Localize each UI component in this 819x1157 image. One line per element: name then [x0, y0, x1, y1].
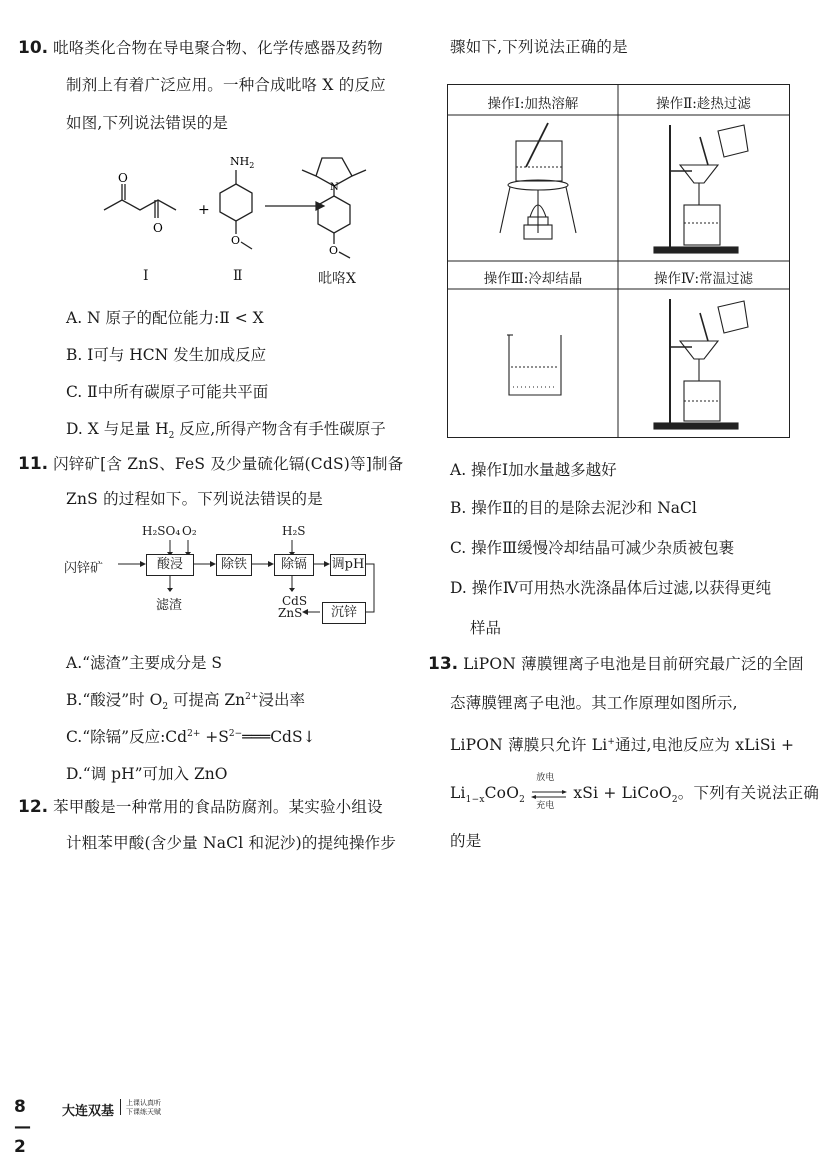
q11-line1: 11. 闪锌矿[含 ZnS、FeS 及少量硫化镉(CdS)等]制备	[18, 454, 404, 474]
compound-I-o1: O	[118, 171, 128, 185]
heating-apparatus-drawing	[488, 121, 588, 257]
q11-option-d: D.“调 pH”可加入 ZnO	[66, 765, 228, 783]
page-number: 8—2	[14, 1097, 31, 1157]
compound-II-nh2: $NH_2$	[230, 155, 255, 170]
q12-option-d: D. 操作Ⅳ可用热水洗涤晶体后过滤,以获得更纯	[450, 579, 772, 597]
label-I: Ⅰ	[143, 268, 149, 284]
q10-option-c: C. Ⅱ中所有碳原子可能共平面	[66, 383, 269, 401]
q10-line3: 如图,下列说法错误的是	[66, 114, 229, 132]
flow-output-cds: CdS	[282, 594, 308, 608]
compound-I	[104, 184, 176, 218]
equilibrium-arrow: 放电 充电	[530, 786, 568, 802]
flow-box-remove-cd: 除镉	[274, 554, 314, 576]
cell-op3-title: 操作Ⅲ:冷却结晶	[483, 271, 583, 287]
flow-reagent-h2so4: H₂SO₄	[142, 524, 181, 538]
compound-X-o: O	[329, 244, 339, 257]
room-temp-filtration-drawing	[648, 295, 768, 433]
q13-line5: 的是	[450, 832, 482, 850]
flow-box-adjust-ph: 调pH	[330, 554, 366, 576]
cell-op1-title: 操作Ⅰ:加热溶解	[487, 96, 579, 112]
compound-X-n: N	[330, 182, 339, 193]
q10-option-a: A. N 原子的配位能力:Ⅱ < X	[66, 309, 264, 327]
q12-operation-table	[447, 84, 790, 438]
footer-divider	[120, 1099, 121, 1115]
q12-option-a: A. 操作Ⅰ加水量越多越好	[450, 461, 617, 479]
q13-line3: LiPON 薄膜只允许 Li+通过,电池反应为 xLiSi +	[450, 736, 795, 755]
compound-X	[302, 158, 366, 258]
flow-box-remove-iron: 除铁	[216, 554, 252, 576]
q10-line2: 制剂上有着广泛应用。一种合成吡咯 X 的反应	[66, 76, 386, 94]
q11-option-a: A.“滤渣”主要成分是 S	[66, 654, 223, 672]
flow-output-residue: 滤渣	[156, 598, 183, 613]
q12-option-d-cont: 样品	[470, 619, 502, 637]
label-II: Ⅱ	[233, 268, 243, 284]
flow-output-zns: ZnS	[278, 606, 303, 620]
q12-line1: 12. 苯甲酸是一种常用的食品防腐剂。某实验小组设	[18, 797, 383, 817]
q12-number: 12.	[18, 797, 49, 817]
flow-reagent-o2: O₂	[182, 524, 197, 538]
slogan-line1: 上课认真听	[126, 1099, 161, 1107]
label-X: 吡咯X	[318, 271, 356, 287]
q11-option-c: C.“除镉”反应$:Cd^{2+}$ $+S^{2-}═══CdS↓$	[66, 728, 316, 746]
q13-equation: $Li_{1-x}CoO_2$ 放电 充电 xSi + LiCoO$_2$。下列有关说法正确	[450, 773, 819, 811]
q10-number: 10.	[18, 38, 49, 58]
flow-start: 闪锌矿	[64, 561, 104, 576]
hot-filtration-drawing	[648, 121, 768, 257]
q13-line2: 态薄膜锂离子电池。其工作原理如图所示,	[450, 694, 738, 712]
q11-option-b: B.“酸浸”时 $O_2$ 可提高 $Zn^{2+}$浸出率	[66, 691, 305, 713]
q11-number: 11.	[18, 454, 49, 474]
q11-line2: ZnS 的过程如下。下列说法错误的是	[66, 490, 323, 508]
flow-box-acid-leach: 酸浸	[146, 554, 194, 576]
compound-II-o: O	[231, 234, 241, 247]
q11-flow-diagram	[60, 520, 390, 630]
cell-op2-title: 操作Ⅱ:趁热过滤	[656, 96, 751, 112]
compound-I-o2: O	[153, 221, 163, 235]
q10-line1: 10. 吡咯类化合物在导电聚合物、化学传感器及药物	[18, 38, 383, 58]
brand-name: 大连双基	[62, 1104, 115, 1119]
q13-line1: 13. LiPON 薄膜锂离子电池是目前研究最广泛的全固	[428, 654, 804, 674]
cooling-beaker-drawing	[503, 315, 573, 405]
q10-option-b: B. Ⅰ可与 HCN 发生加成反应	[66, 346, 267, 364]
reaction-arrow	[265, 202, 324, 210]
flow-box-precipitate-zn: 沉锌	[322, 602, 366, 624]
q13-number: 13.	[428, 654, 459, 674]
q12-line3: 骤如下,下列说法正确的是	[450, 38, 628, 56]
q12-option-c: C. 操作Ⅲ缓慢冷却结晶可减少杂质被包裹	[450, 539, 735, 557]
slogan-line2: 下课练天赋	[126, 1108, 161, 1116]
plus-sign: +	[198, 202, 210, 218]
cell-op4-title: 操作Ⅳ:常温过滤	[653, 271, 754, 287]
flow-reagent-h2s: H₂S	[282, 524, 306, 538]
q10-option-d: D. X 与足量 $H_2$ 反应,所得产物含有手性碳原子	[66, 420, 386, 442]
q12-option-b: B. 操作Ⅱ的目的是除去泥沙和 NaCl	[450, 499, 697, 517]
q12-line2: 计粗苯甲酸(含少量 NaCl 和泥沙)的提纯操作步	[66, 834, 397, 852]
